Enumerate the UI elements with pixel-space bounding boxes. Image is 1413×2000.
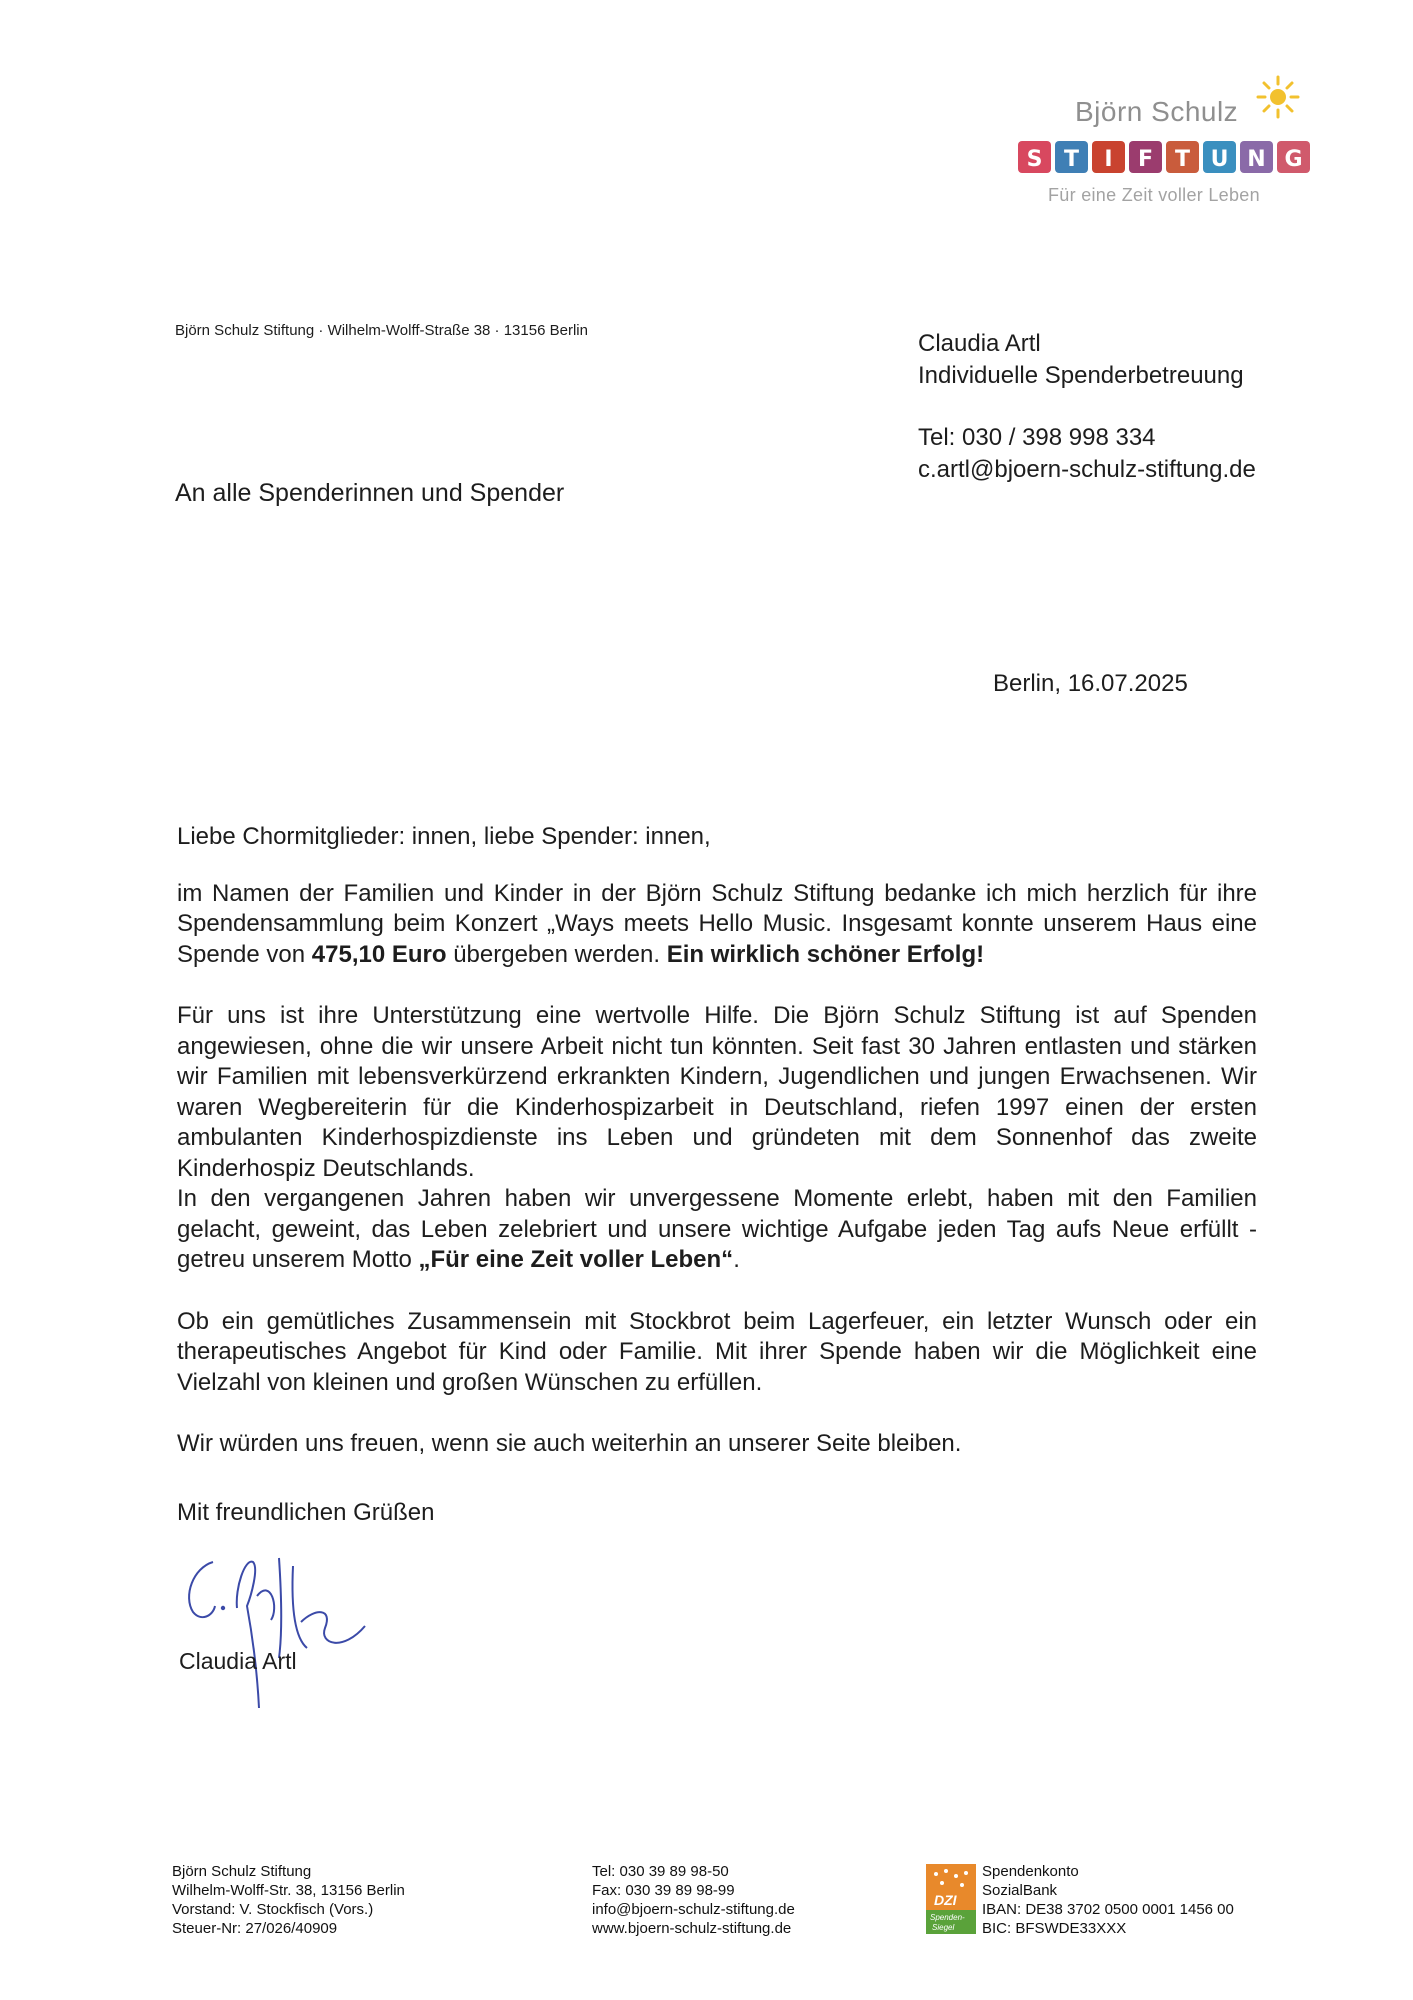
paragraph-support: Für uns ist ihre Unterstützung eine wertvolle Hilfe. Die Björn Schulz Stiftung ist auf Spenden angewiesen, ohne die wir unsere Arbeit nicht tun könnten. Seit fast 30 Jahren entlasten und stärken wir Familien mit lebensverkürzend erkrankten Kindern, Jugendlichen und jungen Erwachsenen. Wir waren Wegbereiterin für die Kinderhospizarbeit in Deutschland, riefen 1997 einen der ersten ambulanten Kinderhospizdienste ins Leben und gründeten mit dem Sonnenhof das zweite Kinderhospiz Deutschlands.	[177, 1002, 1257, 1182]
thanks-text: im Namen der Familien und Kinder in der Björn Schulz Stiftung bedanke ich mich herzlich für ihre Spendensammlung beim Konzert „Ways meets Hello Music. Insgesamt konnte unserem Haus eine Spende von	[177, 879, 1257, 968]
sun-icon	[1255, 74, 1301, 120]
paragraph-thanks	[177, 879, 1257, 971]
logo-name: Björn Schulz	[1075, 96, 1239, 127]
donation-amount: 475,10 Euro	[311, 940, 447, 968]
stiftung-letter: S	[1026, 147, 1043, 172]
footer-email: info@bjoern-schulz-stiftung.de	[592, 1901, 795, 1918]
stiftung-letter: I	[1104, 147, 1113, 172]
logo-tagline: Für eine Zeit voller Leben	[1048, 185, 1260, 205]
footer-fax: Fax: 030 39 89 98-99	[592, 1882, 735, 1899]
stiftung-letter: F	[1137, 147, 1154, 172]
dzi-text: DZI	[934, 1892, 957, 1908]
footer-contact	[592, 1862, 795, 1938]
recipient: An alle Spenderinnen und Spender	[175, 479, 565, 507]
letter-body	[177, 822, 1257, 1528]
paragraph-wishes: Ob ein gemütliches Zusammensein mit Stockbrot beim Lagerfeuer, ein letzter Wunsch oder ein therapeutisches Angebot für Kind oder Familie. Mit ihrer Spende haben wir die Möglichkeit eine Vielzahl von kleinen und großen Wünschen zu erfüllen.	[177, 1307, 1257, 1396]
footer-iban: IBAN: DE38 3702 0500 0001 1456 00	[982, 1901, 1234, 1918]
motto: „Für eine Zeit voller Leben“	[418, 1246, 734, 1273]
footer-bank-name: SozialBank	[982, 1882, 1058, 1899]
footer-website: www.bjoern-schulz-stiftung.de	[592, 1920, 792, 1937]
stiftung-logo-word	[1018, 140, 1310, 174]
moments-text-end: .	[733, 1246, 740, 1273]
moments-text: In den vergangenen Jahren haben wir unvergessene Momente erlebt, haben mit den Familien gelacht, geweint, das Leben zelebriert und unsere wichtige Aufgabe jeden Tag aufs Neue erfüllt - getreu unserem Motto	[177, 1185, 1257, 1273]
footer-org-address: Wilhelm-Wolff-Str. 38, 13156 Berlin	[172, 1882, 405, 1899]
sender-address-line: Björn Schulz Stiftung · Wilhelm-Wolff-Straße 38 · 13156 Berlin	[175, 322, 588, 339]
stiftung-letter: N	[1247, 147, 1266, 172]
contact-role: Individuelle Spenderbetreuung	[918, 362, 1244, 389]
closing: Mit freundlichen Grüßen	[177, 1498, 435, 1526]
thanks-text-end: übergeben werden.	[446, 940, 667, 968]
footer-organization	[172, 1862, 405, 1938]
contact-name: Claudia Artl	[918, 330, 1041, 357]
stiftung-letter: G	[1284, 147, 1303, 172]
paragraph-moments	[177, 1184, 1257, 1276]
dzi-seal-icon	[926, 1864, 976, 1934]
stiftung-letter: U	[1210, 147, 1229, 172]
footer-bank	[982, 1862, 1234, 1938]
salutation: Liebe Chormitglieder: innen, liebe Spender: innen,	[177, 823, 711, 850]
contact-email: c.artl@bjoern-schulz-stiftung.de	[918, 456, 1256, 483]
contact-phone: Tel: 030 / 398 998 334	[918, 424, 1156, 451]
stiftung-letter: T	[1063, 147, 1080, 172]
footer-org-tax-number: Steuer-Nr: 27/026/40909	[172, 1920, 338, 1937]
handwritten-signature	[175, 1548, 375, 1718]
letter-date: Berlin, 16.07.2025	[993, 670, 1188, 697]
footer-phone: Tel: 030 39 89 98-50	[592, 1863, 729, 1880]
footer-bank-title: Spendenkonto	[982, 1863, 1079, 1880]
footer-org-name: Björn Schulz Stiftung	[172, 1863, 312, 1880]
footer-bic: BIC: BFSWDE33XXX	[982, 1920, 1127, 1937]
footer-org-board: Vorstand: V. Stockfisch (Vors.)	[172, 1901, 374, 1918]
dzi-text-2: Spenden-	[930, 1913, 965, 1922]
stiftung-letter: T	[1174, 147, 1191, 172]
success-emphasis: Ein wirklich schöner Erfolg!	[666, 940, 985, 968]
contact-block	[918, 328, 1256, 486]
paragraph-closing-wish: Wir würden uns freuen, wenn sie auch weiterhin an unserer Seite bleiben.	[177, 1430, 962, 1457]
signer-name: Claudia Artl	[179, 1648, 297, 1674]
dzi-text-3: Siegel	[932, 1923, 955, 1932]
